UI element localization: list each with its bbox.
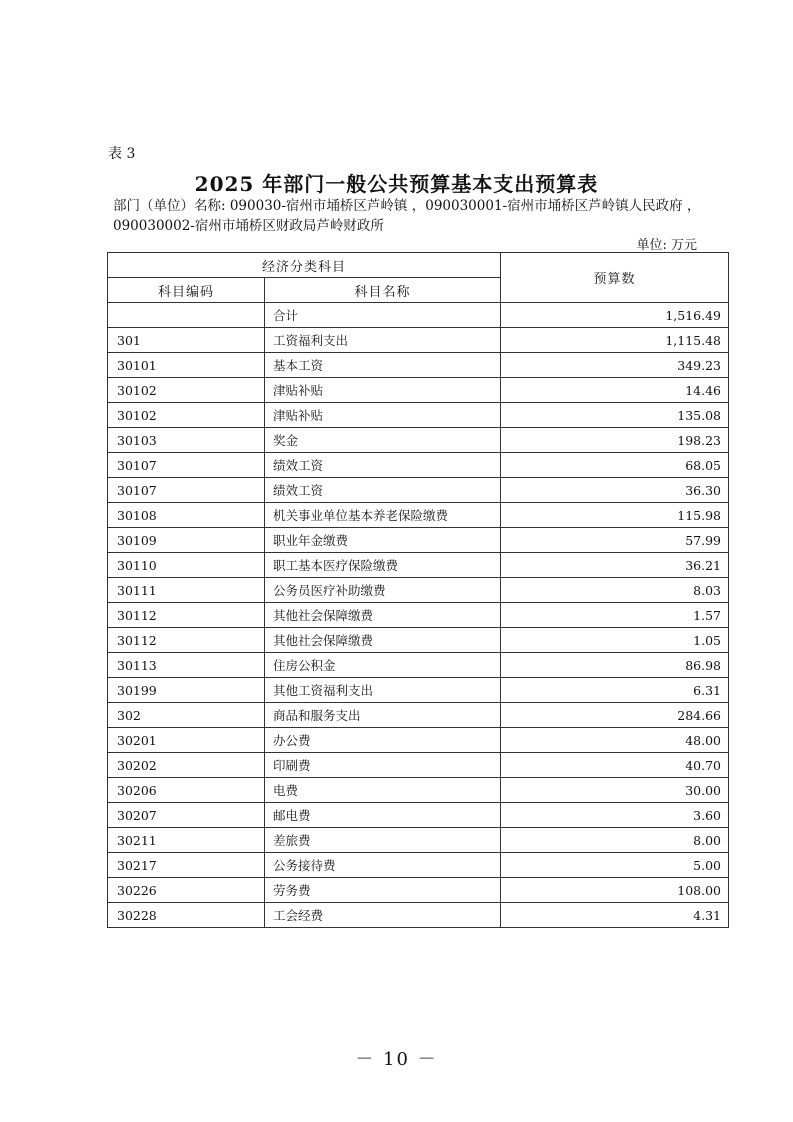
- subject-name-cell: 印刷费: [265, 753, 501, 778]
- budget-amount-cell: 8.03: [501, 578, 729, 603]
- table-row: [108, 378, 729, 403]
- budget-amount-cell: 198.23: [501, 428, 729, 453]
- table-row: [108, 903, 729, 928]
- subject-name-cell: 其他社会保障缴费: [265, 603, 501, 628]
- table-row: [108, 828, 729, 853]
- subject-name-cell: 公务员医疗补助缴费: [265, 578, 501, 603]
- department-info: [113, 196, 733, 236]
- subject-name-cell: 绩效工资: [265, 478, 501, 503]
- table-row: [108, 553, 729, 578]
- subject-name-cell: 其他工资福利支出: [265, 678, 501, 703]
- budget-amount-cell: 36.21: [501, 553, 729, 578]
- budget-amount-cell: 4.31: [501, 903, 729, 928]
- table-row: [108, 728, 729, 753]
- subject-code-cell: 30101: [108, 353, 265, 378]
- budget-amount-cell: 48.00: [501, 728, 729, 753]
- subject-code-cell: 30113: [108, 653, 265, 678]
- table-row: [108, 678, 729, 703]
- header-row-1: [108, 253, 729, 278]
- budget-amount-cell: 68.05: [501, 453, 729, 478]
- subject-name-cell: 津贴补贴: [265, 403, 501, 428]
- table-row: [108, 403, 729, 428]
- subject-code-cell: 30206: [108, 778, 265, 803]
- budget-amount-cell: 1,516.49: [501, 303, 729, 328]
- table-row: [108, 703, 729, 728]
- subject-code-cell: 30207: [108, 803, 265, 828]
- budget-table: [107, 252, 729, 928]
- subject-code-cell: 30102: [108, 403, 265, 428]
- subject-code-cell: 30199: [108, 678, 265, 703]
- subject-name-cell: 基本工资: [265, 353, 501, 378]
- page-title: 2025 年部门一般公共预算基本支出预算表: [194, 172, 599, 196]
- subject-name-cell: 住房公积金: [265, 653, 501, 678]
- subject-name-cell: 机关事业单位基本养老保险缴费: [265, 503, 501, 528]
- subject-name-cell: 办公费: [265, 728, 501, 753]
- subject-code-cell: 30102: [108, 378, 265, 403]
- subject-name-cell: 工资福利支出: [265, 328, 501, 353]
- table-row: [108, 478, 729, 503]
- table-row: [108, 778, 729, 803]
- subject-code-header: 科目编码: [108, 278, 265, 303]
- subject-code-cell: 30201: [108, 728, 265, 753]
- subject-name-cell: 合计: [265, 303, 501, 328]
- subject-code-cell: [108, 303, 265, 328]
- budget-amount-cell: 108.00: [501, 878, 729, 903]
- subject-code-cell: 301: [108, 328, 265, 353]
- budget-amount-cell: 1,115.48: [501, 328, 729, 353]
- table-row: [108, 753, 729, 778]
- table-row: [108, 603, 729, 628]
- subject-name-cell: 商品和服务支出: [265, 703, 501, 728]
- subject-code-cell: 30107: [108, 453, 265, 478]
- budget-amount-header: 预算数: [501, 253, 729, 303]
- budget-amount-cell: 57.99: [501, 528, 729, 553]
- table-row: [108, 578, 729, 603]
- economic-classification-header: 经济分类科目: [108, 253, 501, 278]
- subject-name-cell: 公务接待费: [265, 853, 501, 878]
- subject-code-cell: 30211: [108, 828, 265, 853]
- subject-name-cell: 职业年金缴费: [265, 528, 501, 553]
- table-label: 表 3: [108, 146, 136, 162]
- subject-name-cell: 电费: [265, 778, 501, 803]
- table-row: [108, 453, 729, 478]
- subject-code-cell: 30112: [108, 628, 265, 653]
- subject-code-cell: 30112: [108, 603, 265, 628]
- budget-amount-cell: 1.57: [501, 603, 729, 628]
- budget-amount-cell: 86.98: [501, 653, 729, 678]
- subject-name-header: 科目名称: [265, 278, 501, 303]
- subject-code-cell: 30111: [108, 578, 265, 603]
- budget-amount-cell: 3.60: [501, 803, 729, 828]
- budget-amount-cell: 40.70: [501, 753, 729, 778]
- department-line-1: 部门（单位）名称: 090030-宿州市埇桥区芦岭镇 ，090030001-宿州市埇桥区芦岭镇人民政府 ，: [113, 198, 701, 214]
- subject-name-cell: 奖金: [265, 428, 501, 453]
- budget-amount-cell: 36.30: [501, 478, 729, 503]
- subject-name-cell: 邮电费: [265, 803, 501, 828]
- table-row: [108, 878, 729, 903]
- unit-label: 单位: 万元: [636, 238, 697, 253]
- budget-amount-cell: 14.46: [501, 378, 729, 403]
- subject-name-cell: 差旅费: [265, 828, 501, 853]
- subject-code-cell: 30226: [108, 878, 265, 903]
- subject-code-cell: 30217: [108, 853, 265, 878]
- subject-code-cell: 30202: [108, 753, 265, 778]
- subject-name-cell: 津贴补贴: [265, 378, 501, 403]
- subject-code-cell: 30110: [108, 553, 265, 578]
- budget-amount-cell: 1.05: [501, 628, 729, 653]
- table-row: [108, 853, 729, 878]
- table-row: [108, 503, 729, 528]
- table-row: [108, 628, 729, 653]
- subject-code-cell: 30107: [108, 478, 265, 503]
- subject-name-cell: 绩效工资: [265, 453, 501, 478]
- budget-amount-cell: 349.23: [501, 353, 729, 378]
- subject-name-cell: 劳务费: [265, 878, 501, 903]
- budget-amount-cell: 284.66: [501, 703, 729, 728]
- subject-code-cell: 30109: [108, 528, 265, 553]
- budget-amount-cell: 30.00: [501, 778, 729, 803]
- budget-amount-cell: 6.31: [501, 678, 729, 703]
- subject-code-cell: 30103: [108, 428, 265, 453]
- subject-code-cell: 30108: [108, 503, 265, 528]
- budget-amount-cell: 5.00: [501, 853, 729, 878]
- page-number: － 10 －: [355, 1049, 438, 1070]
- budget-amount-cell: 135.08: [501, 403, 729, 428]
- subject-code-cell: 30228: [108, 903, 265, 928]
- budget-amount-cell: 8.00: [501, 828, 729, 853]
- table-row: [108, 303, 729, 328]
- table-row: [108, 803, 729, 828]
- table-row: [108, 428, 729, 453]
- table-row: [108, 653, 729, 678]
- department-line-2: 090030002-宿州市埇桥区财政局芦岭财政所: [113, 218, 384, 234]
- budget-amount-cell: 115.98: [501, 503, 729, 528]
- table-row: [108, 328, 729, 353]
- subject-code-cell: 302: [108, 703, 265, 728]
- subject-name-cell: 工会经费: [265, 903, 501, 928]
- subject-name-cell: 职工基本医疗保险缴费: [265, 553, 501, 578]
- table-row: [108, 353, 729, 378]
- table-row: [108, 528, 729, 553]
- subject-name-cell: 其他社会保障缴费: [265, 628, 501, 653]
